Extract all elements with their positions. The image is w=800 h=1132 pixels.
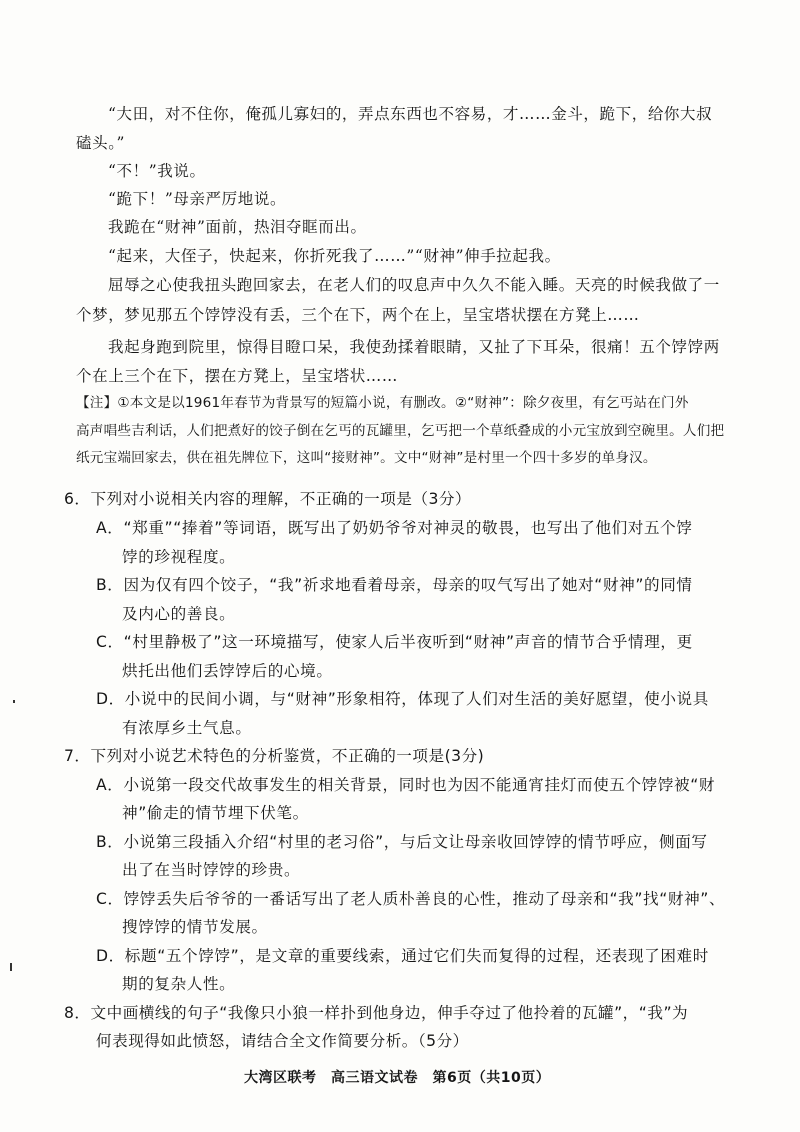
note-line-3: 纸元宝端回家去，供在祖先牌位下，这叫“接财神”。文中“财神”是村里一个四十多岁的单身汉。 <box>76 450 657 466</box>
story-paragraph-4: 我跪在“财神”面前，热泪夺眶而出。 <box>108 218 367 236</box>
question-8-line-2: 何表现得如此愤怒，请结合全文作简要分析。（5分） <box>96 1032 469 1050</box>
question-6-option-a-line-2: 饽的珍视程度。 <box>122 548 236 566</box>
question-7-option-a-line-1: A．小说第一段交代故事发生的相关背景，同时也为因不能通宵挂灯而使五个饽饽被“财 <box>96 776 716 794</box>
page-footer: 大湾区联考 高三语文试卷 第6页（共10页） <box>244 1070 551 1086</box>
question-6-option-d-line-1: D．小说中的民间小调，与“财神”形象相符，体现了人们对生活的美好愿望，使小说具 <box>96 690 709 708</box>
question-6-option-b-line-2: 及内心的善良。 <box>122 605 236 623</box>
story-paragraph-6-line-1: 屈辱之心使我扭头跑回家去，在老人们的叹息声中久久不能入睡。天亮的时候我做了一 <box>108 276 720 294</box>
scan-mark <box>13 700 15 703</box>
question-6-option-c-line-2: 烘托出他们丢饽饽后的心境。 <box>122 662 333 680</box>
question-8-line-1: 8．文中画横线的句子“我像只小狼一样扑到他身边，伸手夺过了他拎着的瓦罐”，“我”为 <box>64 1004 689 1022</box>
story-paragraph-1-line-1: “大田，对不住你，俺孤儿寡妇的，弄点东西也不容易，才……金斗，跪下，给你大叔 <box>108 105 713 123</box>
question-7-option-b-line-2: 出了在当时饽饽的珍贵。 <box>122 861 301 879</box>
story-paragraph-3: “跪下！”母亲严厉地说。 <box>108 190 287 208</box>
story-paragraph-7-line-1: 我起身跑到院里，惊得目瞪口呆，我使劲揉着眼睛，又扯了下耳朵，很痛！五个饽饽两 <box>108 338 720 356</box>
question-7-option-c-line-1: C．饽饽丢失后爷爷的一番话写出了老人质朴善良的心性，推动了母亲和“我”找“财神”、 <box>96 890 726 908</box>
question-7-option-c-line-2: 搜饽饽的情节发展。 <box>122 918 268 936</box>
question-7-option-d-line-2: 期的复杂人性。 <box>122 975 236 993</box>
question-6-option-c-line-1: C．“村里静极了”这一环境描写，使家人后半夜听到“财神”声音的情节合乎情理，更 <box>96 633 693 651</box>
question-6-option-b-line-1: B．因为仅有四个饺子，“我”祈求地看着母亲，母亲的叹气写出了她对“财神”的同情 <box>96 576 693 594</box>
story-paragraph-2: “不！”我说。 <box>108 162 206 180</box>
question-7-stem: 7．下列对小说艺术特色的分析鉴赏，不正确的一项是(3分) <box>64 747 485 765</box>
question-6-option-d-line-2: 有浓厚乡土气息。 <box>122 719 252 737</box>
question-6-stem: 6．下列对小说相关内容的理解，不正确的一项是（3分） <box>64 490 472 508</box>
question-7-option-a-line-2: 神”偷走的情节埋下伏笔。 <box>122 804 309 822</box>
note-line-1: 【注】①本文是以1961年春节为背景写的短篇小说，有删改。②“财神”：除夕夜里，有乞丐站在门外 <box>76 395 689 411</box>
question-7-option-b-line-1: B．小说第三段插入介绍“村里的老习俗”，与后文让母亲收回饽饽的情节呼应，侧面写 <box>96 833 708 851</box>
story-paragraph-5: “起来，大侄子，快起来，你折死我了……”“财神”伸手拉起我。 <box>108 247 561 265</box>
story-paragraph-7-line-2: 个在上三个在下，摆在方凳上，呈宝塔状…… <box>76 367 399 385</box>
story-paragraph-1-line-2: 磕头。” <box>76 134 126 152</box>
story-paragraph-6-line-2: 个梦，梦见那五个饽饽没有丢，三个在下，两个在上，呈宝塔状摆在方凳上…… <box>76 306 640 324</box>
note-line-2: 高声唱些吉利话，人们把煮好的饺子倒在乞丐的瓦罐里，乞丐把一个草纸叠成的小元宝放到空碗里。人们把 <box>76 423 725 439</box>
scan-mark <box>10 963 12 971</box>
question-6-option-a-line-1: A．“郑重”“捧着”等词语，既写出了奶奶爷爷对神灵的敬畏，也写出了他们对五个饽 <box>96 519 693 537</box>
question-7-option-d-line-1: D．标题“五个饽饽”，是文章的重要线索，通过它们失而复得的过程，还表现了困难时 <box>96 947 709 965</box>
